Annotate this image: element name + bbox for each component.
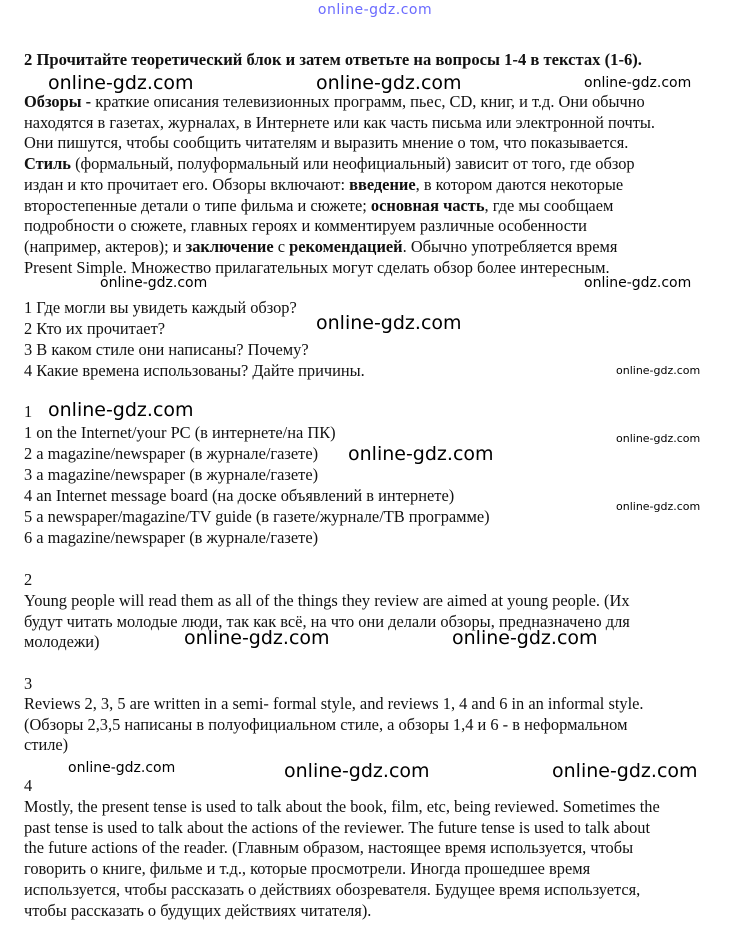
watermark: online-gdz.com (348, 443, 494, 465)
answer-number: 4 (24, 776, 33, 795)
answer-4-text: Mostly, the present tense is used to talk about the book, film, etc, being reviewed. Sometimes the past tense is used to talk about the actions of the reviewer. The future tense is used to talk about the future actions of the reader. (Главным образом, настоящее время используется, чтобы говорить о книге, фильме и т.д., которые просмотрели. Иногда прошедшее время используется, чтобы рассказать о действиях обозревателя. Будущее время используется, чтобы рассказать о будущих действиях читателя). (24, 797, 660, 920)
term-recommendation: рекомендацией (289, 236, 403, 256)
watermark: online-gdz.com (616, 364, 701, 377)
answer-1-item: 5 a newspaper/magazine/TV guide (в газете/журнале/ТВ программе) (24, 507, 490, 526)
term-main-body: основная часть (370, 195, 485, 215)
answer-number: 3 (24, 674, 33, 693)
term-style: Стиль (24, 154, 71, 174)
answer-3-text: Reviews 2, 3, 5 are written in a semi- formal style, and reviews 1, 4 and 6 in an informal style. (Обзоры 2,3,5 написаны в полуофициальном стиле, а обзоры 1,4 и 6 - в неформальном стиле) (24, 694, 644, 755)
watermark: online-gdz.com (452, 627, 598, 649)
answer-1-item: 1 on the Internet/your PC (в интернете/на ПК) (24, 423, 336, 442)
question-item: 2 Кто их прочитает? (24, 319, 166, 338)
answer-1-item: 6 a magazine/newspaper (в журнале/газете) (24, 528, 319, 547)
watermark: online-gdz.com (584, 75, 692, 91)
exercise-heading: 2 Прочитайте теоретический блок и затем ответьте на вопросы 1-4 в текстах (1-6). (24, 50, 642, 69)
question-item: 4 Какие времена использованы? Дайте причины. (24, 361, 365, 380)
watermark: online-gdz.com (100, 275, 208, 291)
question-item: 1 Где могли вы увидеть каждый обзор? (24, 298, 297, 317)
site-header-watermark: online-gdz.com (317, 2, 433, 18)
term-introduction: введение (349, 174, 416, 194)
question-item: 3 В каком стиле они написаны? Почему? (24, 340, 309, 359)
watermark: online-gdz.com (552, 760, 698, 782)
answer-number: 2 (24, 570, 33, 589)
watermark: online-gdz.com (184, 627, 330, 649)
term-conclusion: заключение (185, 236, 274, 256)
term-reviews: Обзоры - (24, 92, 92, 111)
watermark: online-gdz.com (68, 760, 176, 776)
watermark: online-gdz.com (584, 275, 692, 291)
answer-1-item: 4 an Internet message board (на доске объявлений в интернете) (24, 486, 455, 505)
watermark: online-gdz.com (48, 72, 194, 94)
answer-1-item: 2 a magazine/newspaper (в журнале/газете) (24, 444, 319, 463)
answer-number: 1 (24, 402, 33, 421)
watermark: online-gdz.com (616, 432, 701, 445)
watermark: online-gdz.com (616, 500, 701, 513)
theory-block: Обзоры - краткие описания телевизионных программ, пьес, CD, книг, и т.д. Они обычно находятся в газетах, журналах, в Интернете или как часть письма или электронной почты. Они пишутся, чтобы сообщить читателям и выразить мнение о том, что показывается. Стиль (формальный, полуформальный или неофициальный) зависит от того, где обзор издан и кто прочитает его. Обзоры включают: введение, в котором даются некоторые второстепенные детали о типе фильма и сюжете; основная часть, где мы сообщаем подробности о сюжете, главных героях и комментируем различные особенности (например, актеров); и заключение с рекомендацией. Обычно употребляется время Present Simple. Множество прилагательных могут сделать обзор более интересным. (24, 92, 656, 277)
watermark: online-gdz.com (48, 399, 194, 421)
watermark: online-gdz.com (316, 72, 462, 94)
watermark: online-gdz.com (316, 312, 462, 334)
watermark: online-gdz.com (284, 760, 430, 782)
answer-1-item: 3 a magazine/newspaper (в журнале/газете) (24, 465, 319, 484)
answer-2-text: Young people will read them as all of the things they review are aimed at young people. (Их будут читать молодые люди, так как всё, на что они делали обзоры, предназначено для молодежи) (24, 591, 630, 652)
